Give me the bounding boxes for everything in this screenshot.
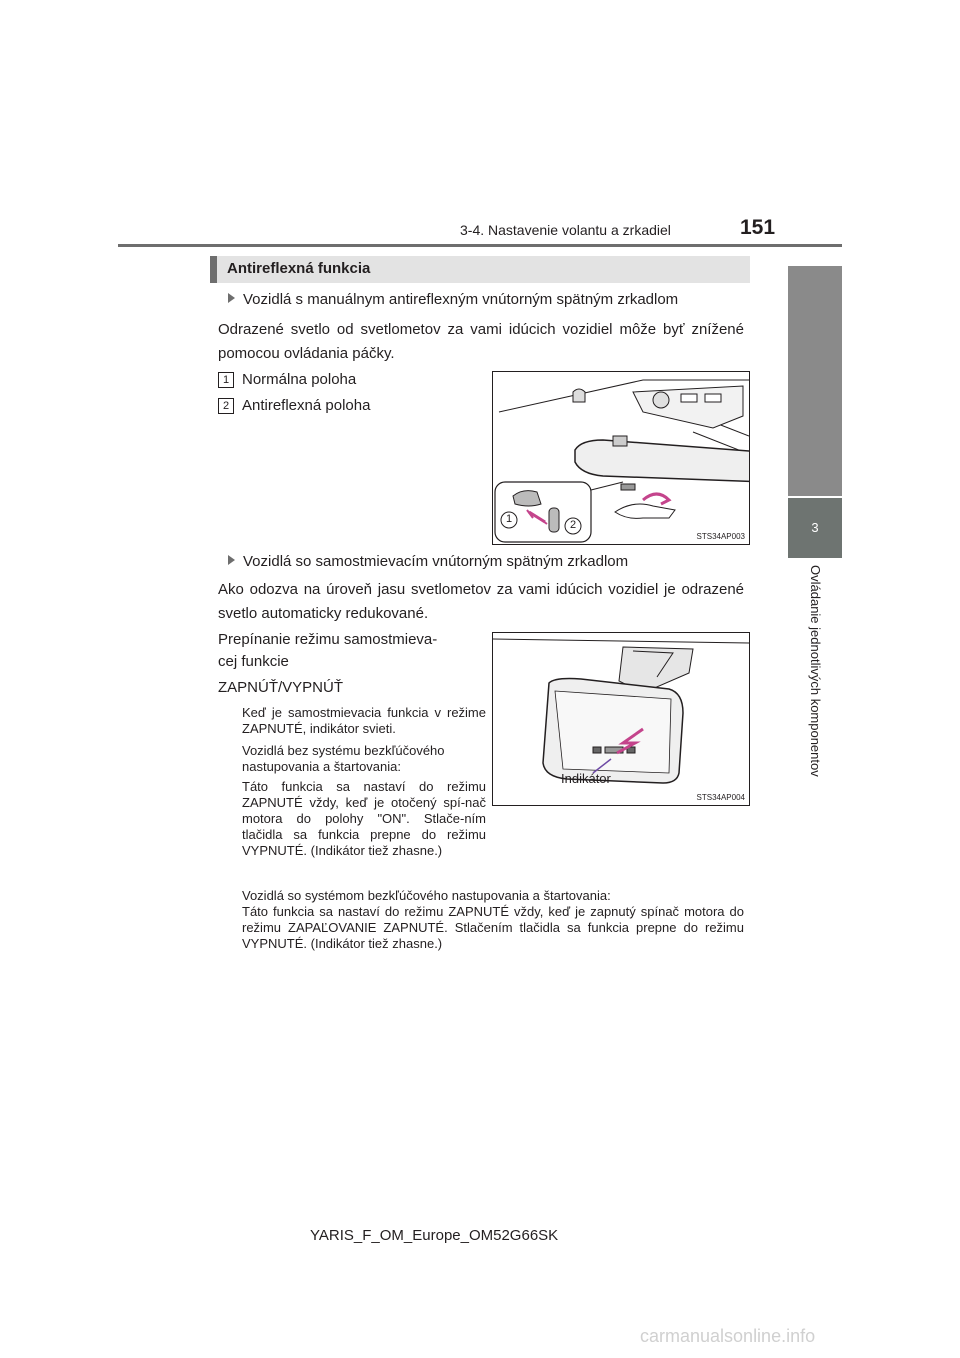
section-heading-bar [210,256,750,283]
running-header-section: 3-4. Nastavenie volantu a zrkadiel [460,222,671,238]
site-watermark: carmanualsonline.info [640,1326,816,1346]
figure-code: STS34AP003 [696,532,745,541]
auto-description: Ako odozva na úroveň jasu svetlometov za vami idúcich vozidiel je odrazené svetlo automaticky redukované. [218,581,744,622]
figure-code: STS34AP004 [696,793,745,802]
side-tab-bar [788,266,842,496]
note-no-keyless-title: Vozidlá bez systému bezkľúčového nastupovania a štartovania: [242,743,445,774]
on-off-label: ZAPNÚŤ/VYPNÚŤ [218,679,344,696]
document-id: YARIS_F_OM_Europe_OM52G66SK [310,1227,559,1244]
note-no-keyless-body: Táto funkcia sa nastaví do režimu ZAPNUTÉ vždy, keď je otočený spí-nač motora do polohy "ON". Stlače-ním tlačidla sa funkcia prepne do režimu VYPNUTÉ. (Indikátor tiež zhasne.) [242,779,486,858]
manual-item-2 [218,394,370,418]
manual-item-label: Normálna poloha [242,371,357,388]
bullet-triangle-icon [228,293,235,303]
manual-item-label: Antireflexná poloha [242,397,371,414]
manual-heading-text: Vozidlá s manuálnym antireflexným vnútorným spätným zrkadlom [243,291,679,308]
switch-text-1: Prepínanie režimu samostmieva- [218,631,438,648]
manual-description: Odrazené svetlo od svetlometov za vami idúcich vozidiel môže byť znížené pomocou ovládania páčky. [218,321,744,362]
section-title: Antireflexná funkcia [227,260,371,277]
figure-manual-mirror [492,371,750,545]
item-number-badge: 2 [218,398,234,414]
auto-heading [228,553,628,570]
page-number: 151 [740,216,776,239]
bullet-triangle-icon [228,555,235,565]
auto-mirror-illustration [493,633,749,805]
figure-callout-2: 2 [570,519,577,531]
switch-text-2: cej funkcie [218,653,289,670]
note-indicator: Keď je samostmievacia funkcia v režime ZAPNUTÉ, indikátor svieti. [242,705,486,736]
manual-heading [228,291,678,308]
chapter-title-vertical [745,565,885,805]
figure-auto-mirror [492,632,750,806]
manual-mirror-illustration [493,372,749,544]
header-rule [118,244,842,247]
manual-item-1 [218,368,356,392]
chapter-title-text: Ovládanie jednotlivých komponentov [808,565,823,777]
item-number-badge: 1 [218,372,234,388]
indicator-label: Indikátor [561,771,611,786]
note-keyless-body: Táto funkcia sa nastaví do režimu ZAPNUTÉ vždy, keď je zapnutý spínač motora do režimu ZAPAĽOVANIE ZAPNUTÉ. Stlačením tlačidla sa funkcia prepne do režimu VYPNUTÉ. (Indikátor tiež zhasne.) [242,904,744,951]
chapter-number-tab: 3 [788,498,842,558]
note-keyless-title: Vozidlá so systémom bezkľúčového nastupovania a štartovania: [242,888,611,903]
figure-callout-1: 1 [506,513,513,525]
auto-heading-text: Vozidlá so samostmievacím vnútorným spätným zrkadlom [243,553,629,570]
